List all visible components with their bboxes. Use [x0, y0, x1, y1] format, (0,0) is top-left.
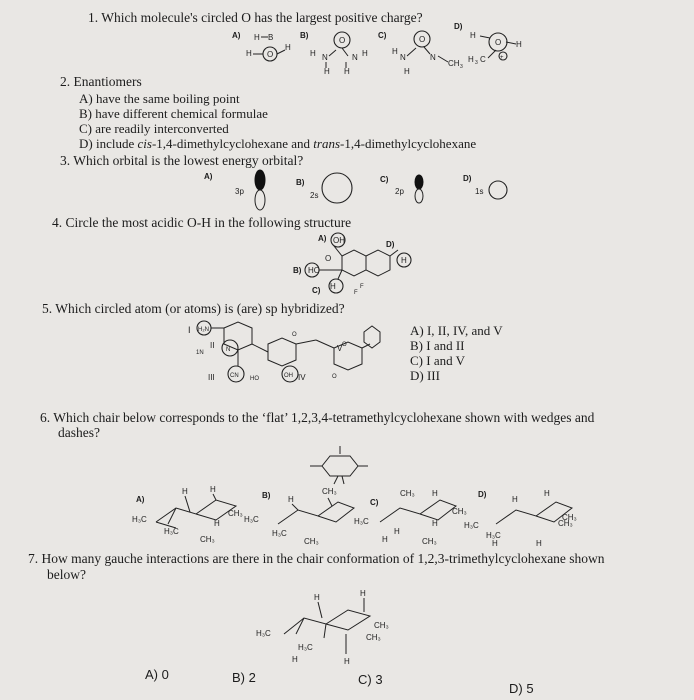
- q6-chair-a[interactable]: [132, 485, 243, 544]
- q2-option-d-trans: trans: [313, 136, 341, 151]
- q7-answer-d[interactable]: D) 5: [509, 681, 534, 696]
- svg-text:F: F: [354, 290, 358, 296]
- svg-text:H₃C: H₃C: [256, 629, 271, 638]
- svg-text:H: H: [324, 67, 330, 76]
- svg-text:H₃C: H₃C: [132, 515, 147, 524]
- q6-chair-c[interactable]: [354, 489, 467, 546]
- q7-answer-c[interactable]: C) 3: [358, 672, 383, 687]
- q6-question-line1: 6. Which chair below corresponds to the ‘flat’ 1,2,3,4-tetramethylcyclohexane shown with wedges and: [40, 410, 595, 425]
- q2-option-d-prefix: D) include: [79, 136, 138, 151]
- svg-text:CH₃: CH₃: [304, 537, 319, 546]
- q3-orbital-3p: [255, 170, 265, 210]
- svg-text:H: H: [394, 527, 400, 536]
- svg-text:O: O: [339, 36, 346, 45]
- q3-question: 3. Which orbital is the lowest energy orbital?: [60, 153, 304, 168]
- svg-text:O: O: [292, 332, 297, 338]
- svg-text:H: H: [544, 489, 550, 498]
- svg-text:N: N: [322, 53, 328, 62]
- svg-text:CH₃: CH₃: [374, 621, 389, 630]
- q2-option-b[interactable]: B) have different chemical formulae: [79, 106, 268, 121]
- svg-text:CN: CN: [230, 373, 239, 379]
- svg-text:H: H: [360, 589, 366, 598]
- q3-orbitals-drawing: [240, 168, 520, 218]
- svg-text:H: H: [404, 67, 410, 76]
- q7-question-line1: 7. How many gauche interactions are there in the chair conformation of 1,2,3-trimethylcyclohexane shown: [28, 551, 605, 566]
- q7-answer-b[interactable]: B) 2: [232, 670, 256, 685]
- q4-ring-2: [366, 250, 390, 276]
- q1-label-c: C): [378, 31, 387, 40]
- q1-question: 1. Which molecule's circled O has the largest positive charge?: [88, 10, 423, 25]
- svg-text:H: H: [382, 535, 388, 544]
- svg-text:3: 3: [460, 64, 463, 70]
- svg-text:H: H: [492, 539, 498, 548]
- svg-text:C: C: [480, 55, 486, 64]
- q4-label-d: D): [386, 240, 395, 249]
- q7-answer-a[interactable]: A) 0: [145, 667, 169, 682]
- q5-option-c[interactable]: C) I and V: [410, 353, 466, 368]
- svg-text:H: H: [292, 655, 298, 664]
- q5-ring-mid: [268, 338, 296, 366]
- q5-structure-drawing: [192, 318, 392, 390]
- q2-option-d-cis: cis: [137, 136, 152, 151]
- q4-label-c: C): [312, 286, 321, 295]
- svg-text:+: +: [500, 55, 504, 61]
- q5-option-d[interactable]: D) III: [410, 368, 440, 383]
- svg-text:H: H: [246, 49, 252, 58]
- svg-text:CH₃: CH₃: [562, 513, 577, 522]
- q7-chair-drawing: [256, 590, 416, 670]
- q1-label-b: B): [300, 31, 309, 40]
- svg-text:3: 3: [475, 60, 478, 66]
- svg-text:CH₃: CH₃: [558, 519, 573, 528]
- svg-text:H₂N: H₂N: [198, 327, 209, 333]
- svg-text:H₃C: H₃C: [164, 527, 179, 536]
- q2-option-a[interactable]: A) have the same boiling point: [79, 91, 240, 106]
- svg-text:H: H: [516, 40, 522, 49]
- svg-text:H: H: [344, 67, 350, 76]
- svg-text:O: O: [495, 38, 502, 47]
- q6-question-line2: dashes?: [58, 425, 100, 440]
- svg-text:H: H: [432, 489, 438, 498]
- svg-text:O: O: [325, 254, 332, 263]
- q3-orbital-1s: [489, 181, 507, 199]
- svg-text:N: N: [226, 347, 231, 353]
- q1-molecule-d: [468, 31, 522, 66]
- svg-text:CH: CH: [448, 59, 460, 68]
- q6-flat-hexagon: [322, 456, 358, 476]
- q3-label-d: D): [463, 174, 472, 183]
- q1-label-a: A): [232, 31, 241, 40]
- svg-text:H₃C: H₃C: [272, 529, 287, 538]
- q4-question: 4. Circle the most acidic O-H in the following structure: [52, 215, 352, 230]
- svg-text:H: H: [254, 33, 260, 42]
- q3-orbital-b-label: 2s: [310, 191, 319, 200]
- q5-roman-4: IV: [298, 373, 306, 382]
- svg-text:CH₃: CH₃: [422, 537, 437, 546]
- q5-question: 5. Which circled atom (or atoms) is (are) sp hybridized?: [42, 301, 345, 316]
- svg-text:HO: HO: [308, 266, 320, 275]
- q5-roman-3: III: [208, 373, 215, 382]
- svg-text:H: H: [512, 495, 518, 504]
- q5-roman-2: II: [210, 341, 215, 350]
- svg-text:H: H: [210, 485, 216, 494]
- q3-orbital-d-label: 1s: [475, 187, 484, 196]
- svg-text:O: O: [419, 35, 426, 44]
- svg-text:H: H: [392, 47, 398, 56]
- q3-orbital-c-label: 2p: [395, 187, 404, 196]
- svg-text:CH₃: CH₃: [366, 633, 381, 642]
- svg-text:H: H: [468, 55, 474, 64]
- svg-text:H: H: [214, 519, 220, 528]
- q6-label-c[interactable]: C): [370, 498, 379, 507]
- svg-text:H: H: [314, 593, 320, 602]
- svg-text:B: B: [268, 33, 274, 42]
- svg-text:H: H: [432, 519, 438, 528]
- svg-text:H₃C: H₃C: [354, 517, 369, 526]
- q5-option-b[interactable]: B) I and II: [410, 338, 465, 353]
- svg-text:H: H: [288, 495, 294, 504]
- q4-label-b: B): [293, 266, 302, 275]
- svg-text:H: H: [536, 539, 542, 548]
- q5-ring-far-right: [364, 326, 380, 348]
- svg-text:O: O: [332, 374, 337, 380]
- svg-text:H: H: [401, 256, 407, 265]
- svg-text:OH: OH: [333, 236, 345, 245]
- svg-text:OH: OH: [284, 373, 293, 379]
- svg-text:H: H: [330, 282, 336, 291]
- svg-text:N: N: [430, 53, 436, 62]
- svg-text:CH₃: CH₃: [322, 487, 337, 496]
- q1-molecule-a: [246, 33, 291, 61]
- q1-molecule-b: [310, 32, 368, 76]
- svg-text:H: H: [285, 43, 291, 52]
- svg-text:CH₃: CH₃: [228, 509, 243, 518]
- svg-text:O: O: [267, 50, 274, 59]
- svg-text:H₃C: H₃C: [244, 515, 259, 524]
- svg-text:CH₃: CH₃: [200, 535, 215, 544]
- svg-text:H: H: [362, 49, 368, 58]
- q5-option-a[interactable]: A) I, II, IV, and V: [410, 323, 503, 338]
- svg-text:H₃C: H₃C: [464, 521, 479, 530]
- q4-label-a: A): [318, 234, 327, 243]
- q3-orbital-2p: [415, 175, 423, 203]
- q1-molecule-c: [392, 31, 463, 76]
- svg-text:H: H: [182, 487, 188, 496]
- svg-text:HO: HO: [250, 376, 259, 382]
- q6-chair-d[interactable]: [464, 489, 577, 548]
- svg-text:H: H: [470, 31, 476, 40]
- q6-chair-b[interactable]: [244, 487, 354, 546]
- svg-text:F: F: [360, 284, 364, 290]
- q2-option-d-mid: -1,4-dimethylcyclohexane and: [151, 136, 314, 151]
- svg-text:CH₃: CH₃: [400, 489, 415, 498]
- svg-text:H₃C: H₃C: [298, 643, 313, 652]
- q3-orbital-a-label: 3p: [235, 187, 244, 196]
- q6-label-d[interactable]: D): [478, 490, 487, 499]
- q5-roman-1: I: [188, 325, 191, 335]
- q7-question-line2: below?: [47, 567, 86, 582]
- svg-text:N: N: [352, 53, 358, 62]
- svg-text:O: O: [342, 342, 347, 348]
- q5-roman-5: V: [337, 344, 343, 353]
- svg-text:CH₃: CH₃: [452, 507, 467, 516]
- svg-text:1N: 1N: [196, 350, 204, 356]
- q2-option-d-end: -1,4-dimethylcyclohexane: [340, 136, 477, 151]
- q2-option-d[interactable]: [79, 136, 476, 151]
- q3-label-a: A): [204, 172, 213, 181]
- q4-ring-1: [342, 250, 366, 276]
- q2-question: 2. Enantiomers: [60, 74, 142, 89]
- q3-label-b: B): [296, 178, 305, 187]
- q1-molecules-drawing: [240, 26, 680, 86]
- q5-ring-right: [334, 342, 362, 370]
- svg-text:H: H: [310, 49, 316, 58]
- q3-label-c: C): [380, 175, 389, 184]
- svg-text:H: H: [344, 657, 350, 666]
- q4-structure-drawing: [290, 228, 420, 300]
- q6-label-a[interactable]: A): [136, 495, 145, 504]
- q3-orbital-2s: [322, 173, 352, 203]
- q2-option-c[interactable]: C) are readily interconverted: [79, 121, 229, 136]
- svg-text:H₃C: H₃C: [486, 531, 501, 540]
- q6-label-b[interactable]: B): [262, 491, 271, 500]
- svg-text:N: N: [400, 53, 406, 62]
- q6-chairs-drawing: [132, 484, 612, 546]
- q1-label-d: D): [454, 22, 463, 31]
- q6-flat-ring-drawing: [310, 444, 370, 486]
